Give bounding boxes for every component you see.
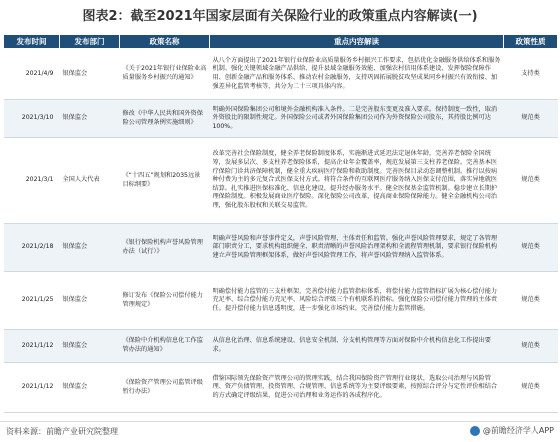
row-content: 明确偿付能力监管的三支柱框架，完善偿付能力监管指标体系，将偿付能力监管指标扩展为核心偿付能力充足率、综合偿付能力充足率、风险综合评级三个有机联系的指标。强化保险公司偿付能力管理的主体责任。提升偿付能力信息透明度，进一步强化市场约束。完善偿付能力监管措施。 xyxy=(210,272,504,330)
table-header-row xyxy=(4,35,558,49)
row-content: 改革完善社会保险制度，健全养老保险制度体系，实施渐进式延迟法定退休年龄，完善养老保险全国统筹，发展多层次、多支柱养老保险体系，提高企业年金覆盖率，规范发展第三支柱养老保险。完善基本医疗保险门诊共济保障机制，健全重大疾病医疗保险和救助制度。完善医保目录动态调整机制。推行以按病种付费为主的多元复合式医保支付方式。将符合条件的互联网医疗服务纳入医保支付范围，落实异地就医结算。扎实推进医保标准化、信息化建设，提升经办服务水平。健全医保基金监管机制。稳步建立长期护理保险制度。积极发展商业医疗保险。深化保险公司改革，提高商业保险保障能力。健全金融机构公司治理，强化股东股权和关联交易监管。 xyxy=(210,138,504,224)
row-doc: 《“十四五”规划和2035远景目标纲要》 xyxy=(120,138,210,224)
row-doc: 《保险中介机构信息化工作监管办法的通知》 xyxy=(120,330,210,363)
header-doc: 政策名称 xyxy=(120,35,210,49)
row-date: 2021/1/25 xyxy=(4,272,60,330)
table-row xyxy=(4,330,558,363)
header-content: 重点内容解读 xyxy=(210,35,504,49)
row-doc: 《银行保险机构声誉风险管理办法（试行）》 xyxy=(120,224,210,272)
brand xyxy=(470,425,554,436)
row-date: 2021/3/1 xyxy=(4,138,60,224)
table-row xyxy=(4,138,558,224)
table-row xyxy=(4,272,558,330)
table-row xyxy=(4,100,558,138)
brand-logo-icon xyxy=(470,426,480,436)
table-row xyxy=(4,49,558,100)
row-category: 规范类 xyxy=(504,100,558,138)
row-content: 明确外国保险集团公司和境外金融机构准入条件。二是完善股东变更及准入要求。保持制度一致性，取消外资股比的限制性规定。外国保险公司或者外国保险集团公司作为外资保险公司股东，其持股比例可达100%。 xyxy=(210,100,504,138)
row-category: 规范类 xyxy=(504,138,558,224)
row-doc: 修订发布《保险公司偿付能力管理规定》 xyxy=(120,272,210,330)
table-row xyxy=(4,224,558,272)
row-doc: 《关于2021年银行业保险业高质量服务乡村振兴的通知》 xyxy=(120,49,210,100)
row-category: 规范类 xyxy=(504,224,558,272)
row-doc: 《保险资产管理公司监管评级暂行办法》 xyxy=(120,363,210,413)
row-dept: 银保监会 xyxy=(60,224,120,272)
header-date: 发布时间 xyxy=(4,35,60,49)
row-category: 规范类 xyxy=(504,330,558,363)
row-dept: 全国人大代表 xyxy=(60,138,120,224)
policy-table xyxy=(3,34,558,413)
row-content: 明确声誉风险和声誉事件定义，声誉风险管理、主体责任和监管。强化声誉风险管理要求，规定了各管理部门职责分工，要求机构组织健全、职责清晰的声誉风险治理架构和全流程管理机制，要求银行保险机构建立声誉风险管理框架体系，做好声誉风险管理工作，将声誉风险管理纳入监管体系。 xyxy=(210,224,504,272)
row-date: 2021/4/9 xyxy=(4,49,60,100)
row-content: 从信息化治理、信息系统建设、信息安全机制、分支机构管理等方面对保险中介机构信息化工作提出要求。 xyxy=(210,330,504,363)
footer xyxy=(0,421,560,442)
row-dept: 银保监会 xyxy=(60,272,120,330)
row-content: 借鉴国际领先保险资产管理公司的管理实践，结合我国保险资产管理行业现状，选取公司治理与风险管理、资产负债管理、投资管理、合规管理、信息系统等为主要评级要素，按照综合评分与定性评价相结合的方式确定评级结果，促进公司治理和业务运作的各成程序化。 xyxy=(210,363,504,413)
row-date: 2021/1/12 xyxy=(4,330,60,363)
row-category: 规范类 xyxy=(504,363,558,413)
row-date: 2021/1/12 xyxy=(4,363,60,413)
row-category: 规范类 xyxy=(504,272,558,330)
header-dept: 发布部门 xyxy=(60,35,120,49)
row-doc: 修改《中华人民共和国外资保险公司管理条例实施细则》 xyxy=(120,100,210,138)
header-category: 政策性质 xyxy=(504,35,558,49)
table-row xyxy=(4,363,558,413)
row-dept: 银保监会 xyxy=(60,49,120,100)
page-title: 图表2：截至2021年国家层面有关保险行业的政策重点内容解读(一) xyxy=(82,9,478,24)
brand-label: @前瞻经济学人APP xyxy=(482,426,554,435)
row-category: 支持类 xyxy=(504,49,558,100)
row-date: 2021/3/10 xyxy=(4,100,60,138)
row-date: 2021/2/18 xyxy=(4,224,60,272)
row-content: 从八个方面提出了2021年银行业保险业高质量服务乡村振兴工作要求，包括优化金融服务供给体系和服务机制、强化关键领域金融产品供给、提升县域金融服务效能、加强农村信用体系建设、发挥保险保障作用、创新金融产品和服务体系、推动农村金融服务，支持巩固拓展脱贫攻坚成果同乡村振兴有效衔接、加强差异化监管考核等，共分为二十三项具体内容。 xyxy=(210,49,504,100)
row-dept: 银保监会 xyxy=(60,363,120,413)
row-dept: 银保监会 xyxy=(60,100,120,138)
source-note: 资料来源：前瞻产业研究院整理 xyxy=(6,427,118,436)
row-dept: 银保监会 xyxy=(60,330,120,363)
